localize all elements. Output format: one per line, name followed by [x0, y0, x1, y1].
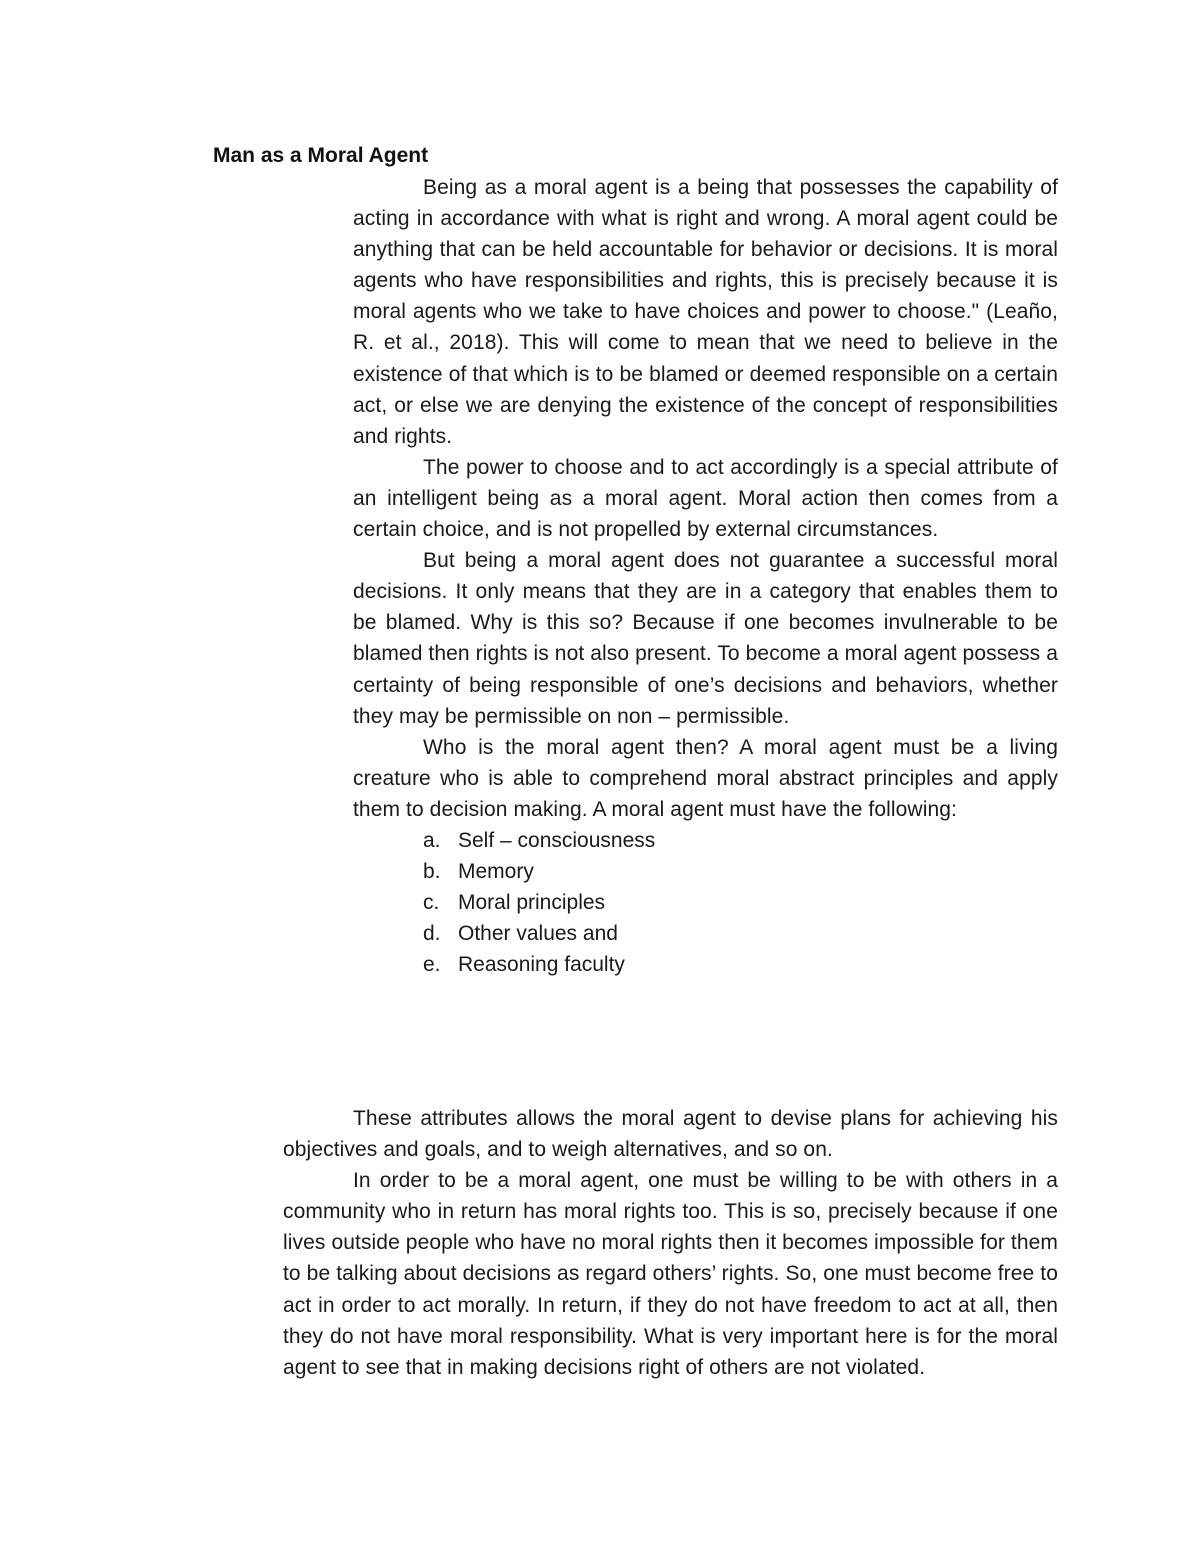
paragraph-community: In order to be a moral agent, one must be willing to be with others in a community who in return has moral rights too. This is so, precisely because if one lives outside people who have no moral rights then it becomes impossible for them to be talking about decisions as regard others’ rights. So, one must become free to act in order to act morally. In return, if they do not have freedom to act at all, then they do not have moral responsibility. What is very important here is for the moral agent to see that in making decisions right of others are not violated. — [283, 1169, 1058, 1379]
paragraph-power-to-choose: The power to choose and to act accordingly is a special attribute of an intelligent being as a moral agent. Moral action then comes from a certain choice, and is not propelled by external circumstances. — [353, 455, 1058, 542]
list-marker: b. — [423, 860, 441, 884]
list-item-text: Moral principles — [458, 891, 606, 915]
paragraph-definition: Being as a moral agent is a being that possesses the capability of acting in accordance with what is right and wrong. A moral agent could be anything that can be held accountable for behavior or decisions. It is moral agents who have responsibilities and rights, this is precisely because it is moral agents who we take to have choices and power to choose." (Leaño, R. et al., 2018). This will come to mean that we need to believe in the existence of that which is to be blamed or deemed responsible on a certain act, or else we are denying the existence of the concept of responsibilities and rights. — [353, 176, 1058, 448]
list-item-text: Memory — [458, 860, 534, 884]
list-item-text: Reasoning faculty — [458, 953, 625, 977]
list-marker: d. — [423, 922, 441, 946]
list-item-text: Self – consciousness — [458, 828, 656, 852]
closing-section — [283, 1103, 1058, 1383]
attributes-list — [353, 825, 1058, 980]
list-item — [423, 887, 1058, 918]
paragraph-who-is-agent: Who is the moral agent then? A moral agent must be a living creature who is able to comprehend moral abstract principles and apply them to decision making. A moral agent must have the following: — [353, 735, 1058, 821]
list-item — [423, 825, 1058, 856]
list-marker: c. — [423, 891, 440, 915]
list-marker: e. — [423, 953, 441, 977]
document-title: Man as a Moral Agent — [213, 144, 429, 167]
list-marker: a. — [423, 828, 441, 852]
indented-section — [353, 172, 1058, 980]
list-item — [423, 918, 1058, 949]
list-item — [423, 856, 1058, 887]
list-item-text: Other values and — [458, 922, 618, 946]
list-item — [423, 949, 1058, 980]
paragraph-not-guarantee: But being a moral agent does not guarantee a successful moral decisions. It only means that they are in a category that enables them to be blamed. Why is this so? Because if one becomes invulnerable to be blamed then rights is not also present. To become a moral agent possess a certainty of being responsible of one’s decisions and behaviors, whether they may be permissible on non – permissible. — [353, 549, 1058, 728]
paragraph-attributes: These attributes allows the moral agent to devise plans for achieving his objectives and goals, and to weigh alternatives, and so on. — [283, 1107, 1058, 1162]
